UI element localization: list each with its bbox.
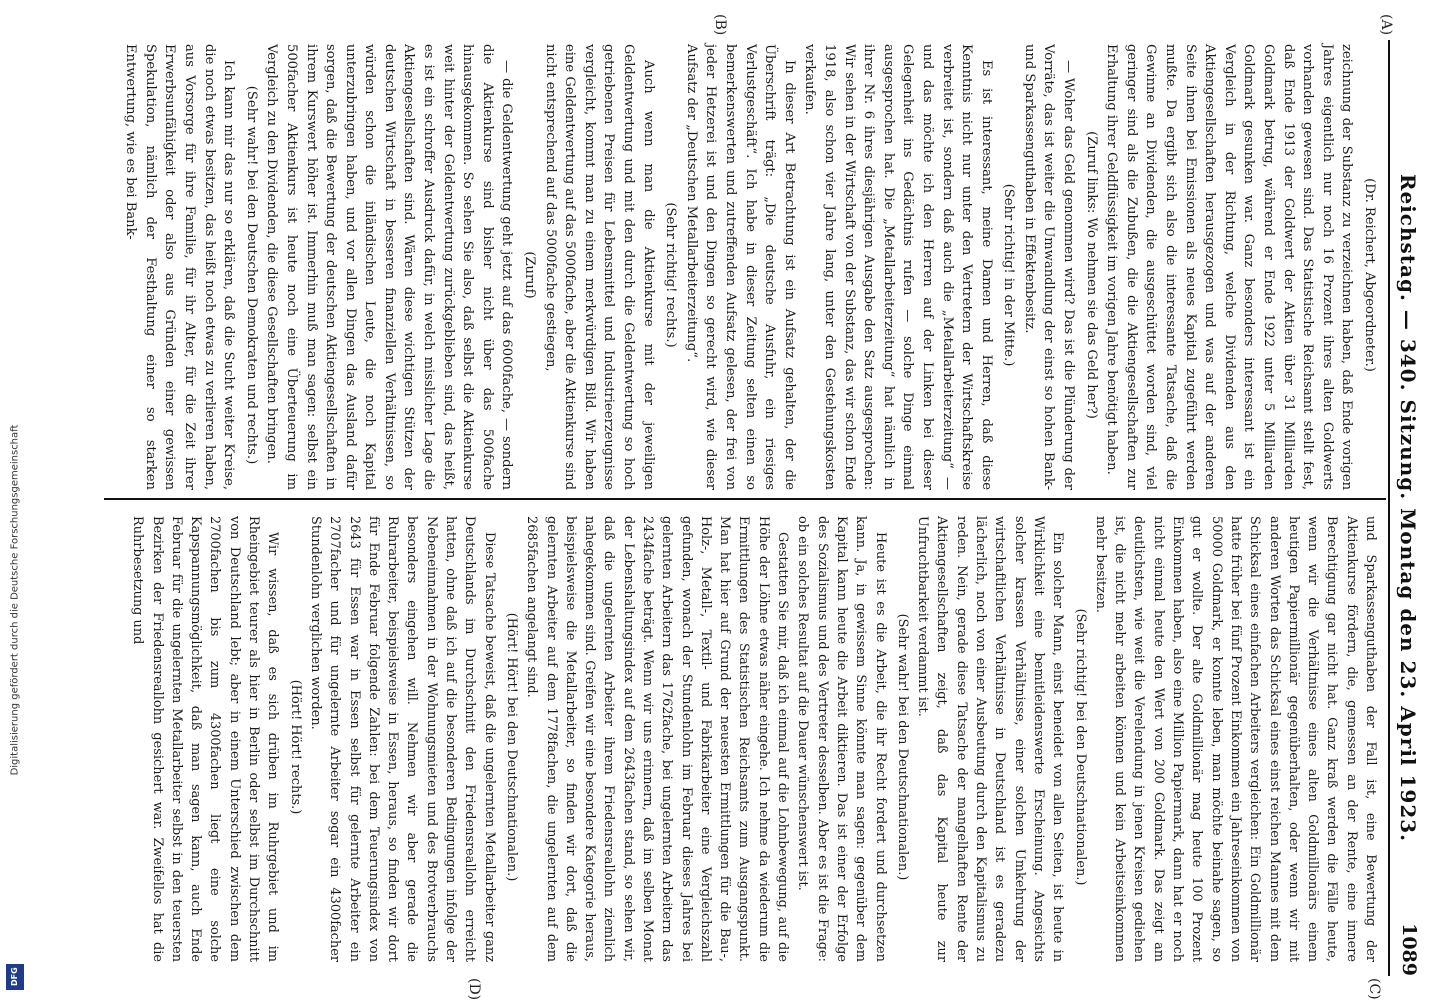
digitization-footer [0, 0, 30, 1000]
interjection: (Sehr wahr! bei den Deutschnationalen.) [894, 613, 910, 881]
paragraph: Wir wissen, daß es sich drüben im Ruhrgebiet und im Rheingebiet teurer als hier in Berlin oder selbst im Durchschnitt von Deutschland lebt; aber in einem Unterschied zwischen dem 2700fachen bis zum 4300fachen liegt eine solche Kapspannungsmöglichkeit, daß man sagen kann, auch Ende Februar für die ungelernten Metallarbeiter selbst in den teuersten Bezirken der Friedensreallohn gesichert war. Zweifellos hat die Ruhrbesetzung und [130, 516, 281, 962]
interjection: (Hört! Hört! rechts.) [287, 679, 303, 815]
paragraph: und Sparkassenguthaben der Fall ist, eine Bewertung der Aktienkurse fördern, die, gemessen an der Rente, eine innere Berechtigung gar nicht hat. Ganz kraß werden die Fälle heute, wenn wir die Verhältnisse eines alten Goldmillionärs einem heutigen Papiermillionär gegenüberhalten, oder wenn wir mit anderen Worten das Schicksal eines einst reichen Mannes mit dem Schicksal eines einfachen Arbeiters vergleichen: Ein Goldmillionär hatte früher bei fünf Prozent Einkommen ein Jahreseinkommen von 50000 Goldmark, er konnte leben, man möchte beinahe sagen, so gut er wollte. Der alte Goldmillionär mag heute 100 Prozent Einkommen haben, also eine Million Papiermark, dann hat er noch nicht einmal heute den Wert von 200 Goldmark. Das zeigt am deutlichsten, wie weit die Verelendung in jenen Kreisen gediehen ist, die nicht mehr arbeiten können und kein Arbeitseinkommen mehr besitzen. [1092, 516, 1378, 962]
paragraph: Es ist interessant, meine Damen und Herren, daß diese Kenntnis nicht nur unter den Vertretern der Wirtschaftskreise verbreitet ist, sondern daß auch die „Metallarbeiterzeitung“ — und das möchte ich den Herren auf der Linken bei dieser Gelegenheit ins Gedächtnis rufen — solche Dinge einmal ausgesprochen hat. Die „Metallarbeiterzeitung“ hat nämlich in ihrer Nr. 6 ihres diesjährigen Ausgabe den Satz ausgesprochen: Wir sehen in der Wirtschaft von der Substanz, das wir schon Ende 1918, also schon vier Jahre lang, unter den Gestehungskosten verkaufen. [802, 44, 994, 490]
margin-mark-d: (D) [466, 978, 482, 1000]
interjection: (Sehr richtig! in der Mitte.) [1001, 183, 1017, 367]
paragraph: Auch wenn man die Aktienkurse mit der jeweiligen Geldentwertung und mit den durch die Geldentwertung so hoch getriebenen Preisen für Lebensmittel und Industrieerzeugnisse vergleicht, kommt man zu einem merkwürdigen Bild. Wir haben eine Geldentwertung auf das 5000fache, aber die Aktienkurse sind nicht entsprechend auf das 5000fache gestiegen, [542, 44, 656, 490]
paragraph: Heute ist es die Arbeit, die ihr Recht fordert und durchsetzen kann. Ja, in gewissem Sinne könnte man sagen: gegenüber dem Kapital kann heute die Arbeit diktieren. Das ist einer der Erfolge des Sozialismus und des Vertreter desselben. Aber es ist die Frage: ob ein solches Resultat auf die Dauer wünschenswert ist. [795, 516, 888, 962]
column-divider [104, 498, 1386, 500]
dfg-logo: DFG [6, 964, 24, 990]
left-column [120, 44, 1380, 490]
interjection: (Zuruf) [522, 251, 538, 299]
margin-mark-c: (C) [1366, 978, 1382, 1000]
interjection: (Sehr wahr! bei den Deutschen Demokraten und rechts.) [243, 85, 259, 465]
interjection: (Hört! Hört! bei den Deutschnationalen.) [503, 612, 519, 882]
paragraph: — die Geldentwertung geht jetzt auf das 6000fache, — sondern die Aktienkurse sind bisher nicht über das 500fache hinausgekommen. So sehen Sie also, daß selbst die Aktienkurse weit hinter der Geldentwertung zurückgeblieben sind, das heißt, es ist ein schroffer Ausdruck dafür, in welch misslicher Lage die Aktiengesellschaften sind. Wären diese wichtigen Stützen der deutschen Wirtschaft in besseren finanziellen Verhältnissen, so würden schon die inländischen Leute, die noch Kapital unterzubringen haben, und vor allen Dingen das Ausland dafür sorgen, daß die Bewertung der deutschen Aktiengesellschaften in ihrem Kurswert höher ist. Immerhin muß man sagen: selbst ein 500facher Aktienkurs ist heute noch eine Überteuerung im Vergleich zu den Dividenden, die diese Gesellschaften bringen. [264, 44, 515, 490]
paragraph: Ein solcher Mann, einst beneidet von allen Seiten, ist heute in Wirklichkeit eine bemitleidenswerte Erscheinung. Angesichts solcher krassen Verhältnisse, einer solchen Umkehrung der wirtschaftlichen Verhältnisse in Deutschland ist es geradezu lächerlich, noch von einer Ausbeutung durch den Kapitalismus zu reden. Nein, gerade diese Tatsache der mangelhaften Rente der Aktiengesellschaften zeigt, daß das Kapital heute zur Unfruchtbarkeit verdammt ist. [915, 516, 1066, 962]
margin-mark-b: (B) [712, 14, 728, 36]
header-rule [1388, 40, 1390, 976]
speaker-label: (Dr. Reichert, Abgeordneter.) [1362, 178, 1377, 372]
paragraph: Diese Tatsache beweist, daß die ungelernten Metallarbeiter ganz Deutschlands im Durchschnitt den Friedensreallohn erreicht hatten, ohne daß ich auf die besonderen Bedingungen infolge der Nebeneinnahmen in der Wohnungsmieten und des Brotverbrauchs besonders eingehen will. Nehmen wir aber gerade die Ruhrarbeiter, beispielsweise in Essen, heraus, so finden wir dort für Ende Februar folgende Zahlen: bei dem Teuerungsindex von 2643 für Essen war in Essen selbst für gelernte Arbeiter ein 2707facher und für ungelernte Arbeiter sogar ein 4300facher Stundenlohn verglichen worden. [307, 516, 497, 962]
margin-mark-a: (A) [1378, 14, 1394, 36]
paragraph: Gestatten Sie mir, daß ich einmal auf die Lohnbewegung, auf die Höhe der Löhne etwas näher eingehe. Ich nehme da wiederum die Ermittlungen des Statistischen Reichsamts zum Ausgangspunkt. Man hat hier auf Grund der neuesten Ermittlungen für die Bau-, Holz-, Metall-, Textil- und Fabrikarbeiter eine Vergleichszahl gefunden, wonach der Stundenlohn im Februar dieses Jahres bei gelernten Arbeitern das 1762fache, bei ungelernten Arbeitern das 2434fache beträgt. Wenn wir uns erinnern, daß im selben Monat der Lebenshaltungsindex auf dem 2643fachen stand, so sehen wir, daß die ungelernten Arbeiter ihrem Friedensreallohn ziemlich nahegekommen sind. Greifen wir eine besondere Kategorie heraus, beispielsweise die Metallarbeiter, so finden wir dort, daß die gelernten Arbeiter auf dem 1778fachen, die ungelernten auf dem 2685fachen angelangt sind. [524, 516, 791, 962]
running-head-title: Reichstag. — 340. Sitzung. Montag den 23. April 1923. [1396, 173, 1420, 843]
paragraph: In dieser Art Betrachtung ist ein Aufsatz gehalten, der die Überschrift trägt: „Die deutsche Ausfuhr, ein riesiges Verlustgeschäft“. Ich habe in dieser Zeitung selten einen so bemerkenswerten und zutreffenden Aufsatz gelesen, der frei von jeder Hetzerei ist und den Dingen so gerecht wird, wie dieser Aufsatz der „Deutschen Metallarbeiterzeitung“. [683, 44, 797, 490]
page-number: 1089 [1398, 923, 1420, 976]
paragraph: — Woher das Geld genommen wird? Das ist die Plünderung der Vorräte, das ist weiter die Umwandlung der einst so hohen Bank- und Sparkassenguthaben in Effektenbesitz. [1021, 44, 1077, 490]
interjection: (Sehr richtig! bei den Deutschnationalen.) [1072, 608, 1088, 886]
funding-notice: Digitalisierung gefördert durch die Deutsche Forschungsgemeinschaft [9, 424, 21, 776]
paragraph: Ich kann mir das nur so erklären, daß die Sucht weiter Kreise, die noch etwas besitzen, das heißt noch etwas zu verlieren haben, aus Vorsorge für ihre Familie, für ihr Alter, für die Zeit ihrer Erwerbsunfähigkeit oder also aus Gründen einer gewissen Spekulation, nämlich der Festhaltung einer so starken Entwertung, wie es bei Bank- [123, 44, 237, 490]
paragraph: zeichnung der Substanz zu verzeichnen haben, daß Ende vorigen Jahres eigentlich nur noch 16 Prozent ihres alten Goldwerts vorhanden gewesen sind. Das Statistische Reichsamt stellt fest, daß Ende 1913 der Goldwert der Aktien über 31 Milliarden Goldmark betrug, während er Ende 1922 unter 5 Milliarden Goldmark gesunken war. Ganz besonders interessant ist ein Vergleich in der Richtung, welche Dividenden aus den Aktiengesellschaften herausgezogen und was auf der anderen Seite ihnen bei Emissionen als neues Kapital zugeführt werden mußte. Da ergibt sich also die interessante Tatsache, daß die Gewinne an Dividenden, die ausgeschüttet worden sind, viel geringer sind als die Zubußen, die die Aktiengesellschaften zur Erhaltung ihrer Geldflüssigkeit im vorigen Jahre benötigt haben. [1104, 44, 1355, 490]
interjection: (Sehr richtig! rechts.) [663, 202, 679, 348]
interjection: (Zuruf links: Wo nehmen sie das Geld her?) [1083, 131, 1099, 419]
right-column [127, 516, 1380, 962]
